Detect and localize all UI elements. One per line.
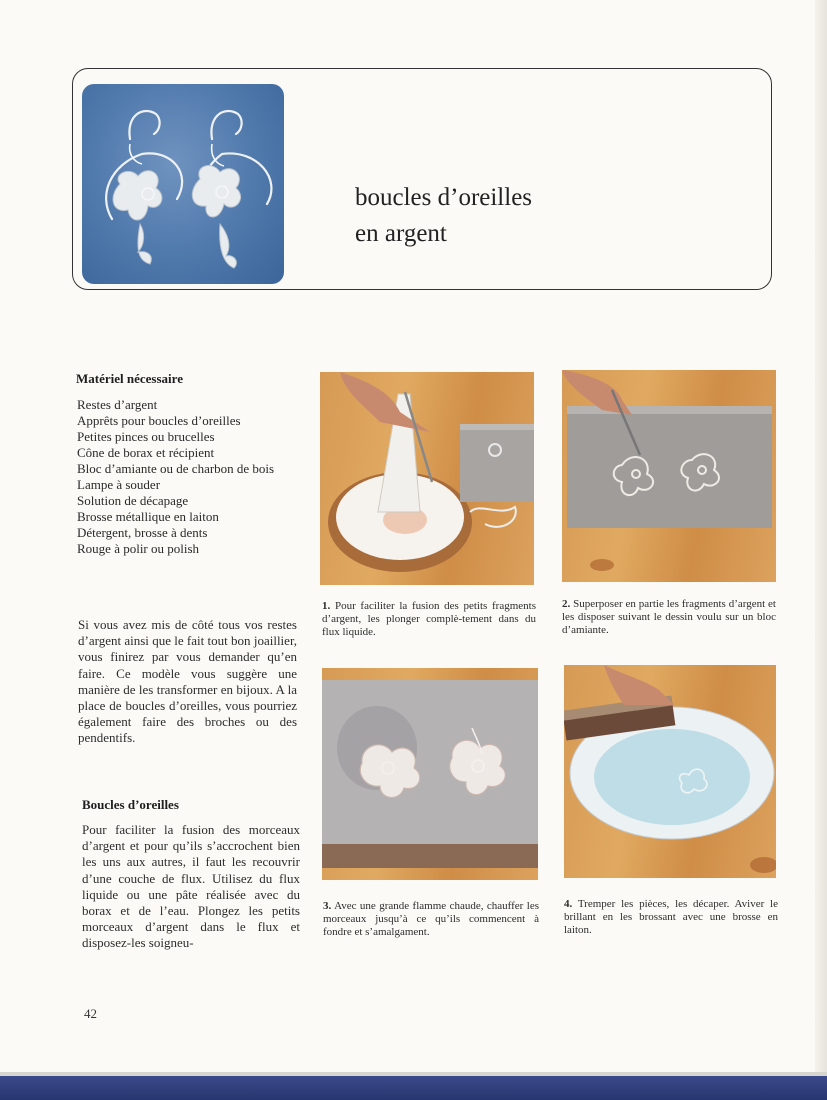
book-cover-edge bbox=[0, 1076, 827, 1100]
flux-dish-illustration bbox=[320, 372, 534, 585]
step-1-number: 1. bbox=[322, 600, 331, 612]
step-4-text: Tremper les pièces, les décaper. Aviver le brillant en les brossant avec une brosse en laiton. bbox=[564, 898, 778, 936]
page-title-line-1: boucles d’oreilles bbox=[355, 184, 533, 211]
step-3-caption bbox=[323, 900, 539, 939]
materials-item: Brosse métallique en laiton bbox=[77, 509, 219, 524]
soldering-block-illustration bbox=[322, 668, 538, 880]
step-2-text: Superposer en partie les fragments d’argent et les disposer suivant le dessin voulu sur un bloc d’amiante. bbox=[562, 598, 776, 636]
materials-item: Cône de borax et récipient bbox=[77, 445, 215, 460]
page-title-line-2: en argent bbox=[355, 220, 447, 247]
silver-earrings-illustration bbox=[82, 84, 284, 284]
page-number: 42 bbox=[84, 1006, 97, 1021]
step-3-number: 3. bbox=[323, 900, 332, 912]
materials-item: Rouge à polir ou polish bbox=[77, 541, 200, 556]
materials-item: Solution de décapage bbox=[77, 493, 189, 508]
step-4-number: 4. bbox=[564, 898, 573, 910]
step-2-caption bbox=[562, 598, 776, 637]
materials-item: Apprêts pour boucles d’oreilles bbox=[77, 413, 241, 428]
step-2-number: 2. bbox=[562, 598, 571, 610]
materials-item: Bloc d’amiante ou de charbon de bois bbox=[77, 461, 275, 476]
step-2-photo bbox=[562, 370, 776, 582]
step-1-text: Pour faciliter la fusion des petits fragments d’argent, les plonger complè-tement dans du flux liquide. bbox=[322, 600, 537, 638]
materials-list bbox=[77, 397, 296, 557]
section-heading: Boucles d’oreilles bbox=[82, 797, 179, 812]
section-body: Pour faciliter la fusion des morceaux d’argent et pour qu’ils s’accrochent bien les uns aux autres, il faut les recouvrir d’une couche de flux. Utilisez du flux liquide ou une pâte réalisée avec du borax et de l’eau. Plongez les petits morceaux d’argent dans le flux et disposez-les soigneu- bbox=[82, 822, 300, 951]
materials-item: Lampe à souder bbox=[77, 477, 161, 492]
earrings-photo bbox=[82, 84, 284, 284]
step-3-photo bbox=[322, 668, 538, 880]
step-1-caption bbox=[322, 600, 536, 639]
materials-item: Petites pinces ou brucelles bbox=[77, 429, 215, 444]
materials-item: Restes d’argent bbox=[77, 397, 158, 412]
materials-item: Détergent, brosse à dents bbox=[77, 525, 208, 540]
pickling-bowl-illustration bbox=[564, 665, 776, 878]
materials-heading: Matériel nécessaire bbox=[76, 371, 183, 386]
page-edge bbox=[815, 0, 827, 1100]
asbestos-block-illustration bbox=[562, 370, 776, 582]
step-4-photo bbox=[564, 665, 776, 878]
page-title bbox=[355, 180, 735, 252]
step-1-photo bbox=[320, 372, 534, 585]
intro-paragraph: Si vous avez mis de côté tous vos restes d’argent ainsi que le fait tout bon joaillier, vous finirez par vous demander qu’en faire. Ce modèle vous suggère une manière de les transformer en bijoux. A la place de boucles d’oreilles, vous pourriez également faire des broches ou des pendentifs. bbox=[78, 617, 297, 746]
step-4-caption bbox=[564, 898, 778, 937]
step-3-text: Avec une grande flamme chaude, chauffer les morceaux jusqu’à ce qu’ils commencent à fondre et s’amalgament. bbox=[323, 900, 539, 938]
